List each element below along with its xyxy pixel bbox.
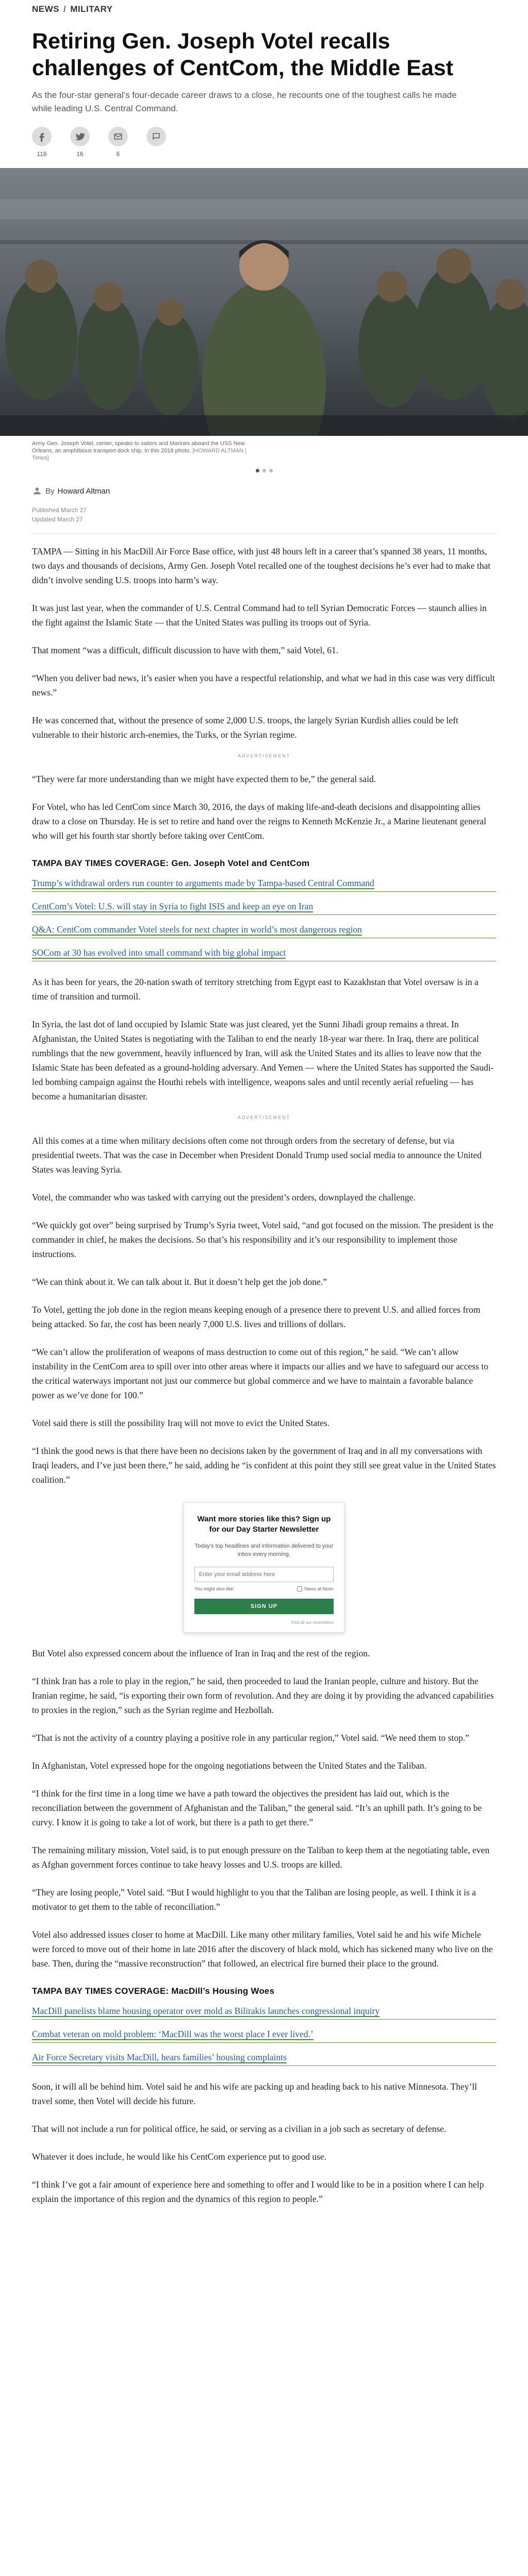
- facebook-icon: [32, 127, 52, 146]
- byline: [32, 486, 496, 496]
- photo-credit: [HOWARD ALTMAN | Times]: [32, 448, 247, 461]
- related-link[interactable]: [32, 945, 496, 961]
- paragraph: In Syria, the last dot of land occupied by Islamic State was just cleared, yet the Sunni Jihadi group remains a threat. In Afghanistan, the United States is negotiating with the Taliban to end the nearly 18-year war there. In Iraq, there are political rumblings that the new government, heavily influenced by Iran, will ask the United States and its allies to leave now that the Islamic State has been defeated as a ground-holding adversary. And Yemen — where the United States has supported the Saudi-led bombing campaign against the Houthi rebels with intelligence, weapons sales and until recently aerial refueling — has become a humanitarian disaster.: [32, 1019, 494, 1101]
- gallery-dot-1[interactable]: [256, 469, 259, 472]
- paragraph: All this comes at a time when military decisions often come not through orders from the secretary of defense, but via presidential tweets. That was the case in December when President Donald Trump used social media to announce the United States was leaving Syria.: [32, 1136, 482, 1175]
- article-column-lower: [32, 440, 496, 2206]
- paragraph: “I think Iran has a role to play in the region,” he said, then proceeded to laud the Iranian people, culture and history. But the Iranian regime, he said, “is exporting their own form of revolution. And they are doing it by providing the advanced capabilities to proxies in the region,” such as the Syrian regime and Hezbollah.: [32, 1676, 494, 1715]
- paragraph: “That is not the activity of a country playing a positive role in any particular region,” Votel said. “We need them to stop.”: [32, 1733, 469, 1743]
- paragraph: That will not include a run for political office, he said, or serving as a civilian in a job such as secretary of defense.: [32, 2124, 447, 2134]
- updated-date: Updated March 27: [32, 516, 83, 523]
- twitter-count: 16: [76, 150, 84, 158]
- news-at-noon-label: News at Noon: [304, 1586, 334, 1591]
- breadcrumb-separator: /: [63, 4, 67, 14]
- paragraph: For Votel, who has led CentCom since March 30, 2016, the days of making life-and-death decisions and disappointing allies draw to a close on Thursday. He is set to retire and hand over the reigns to Kenneth McKenzie Jr., a Marine lieutenant general who will get his fourth star shortly before taking over CentCom.: [32, 802, 487, 841]
- paragraph: In Afghanistan, Votel expressed hope for the ongoing negotiations between the United States and the Taliban.: [32, 1760, 427, 1771]
- breadcrumb: [32, 0, 496, 14]
- related-link[interactable]: [32, 922, 496, 938]
- coverage-heading: TAMPA BAY TIMES COVERAGE: MacDill’s Housing Woes: [32, 1986, 275, 1996]
- comment-icon: [146, 127, 166, 146]
- related-link-text: Trump’s withdrawal orders run counter to arguments made by Tampa-based Central Command: [32, 878, 374, 888]
- share-email-button[interactable]: [108, 127, 128, 158]
- dates: [32, 505, 496, 524]
- byline-author[interactable]: Howard Altman: [57, 486, 110, 496]
- gallery-dot-2[interactable]: [262, 469, 266, 472]
- email-icon: [108, 127, 128, 146]
- paragraph: As it has been for years, the 20-nation swath of territory stretching from Egypt east to Kazakhstan that Votel oversaw is in a time of transition and turmoil.: [32, 977, 478, 1002]
- all-newsletters-link[interactable]: Find all our newsletters: [291, 1620, 334, 1625]
- paragraph: Votel, the commander who was tasked with carrying out the president’s orders, downplayed the challenge.: [32, 1192, 416, 1202]
- paragraph: “We can’t allow the proliferation of weapons of mass destruction to come out of this region,” he said. “We can’t allow instability in the CentCom area to spill over into other areas where it impacts our allies and we have to safeguard our access to the critical waterways important not just our commerce but global commerce and we have to maintain a favorable balance power as we’ve done for 100.”: [32, 1347, 488, 1400]
- paragraph: That moment “was a difficult, difficult discussion to have with them,” said Votel, 61.: [32, 645, 339, 655]
- article-column: [32, 0, 496, 158]
- paragraph: “I think the good news is that there have been no decisions taken by the government of Iraq and in all my conversations with Iraqi leaders, and I’ve just been there,” he said, adding he “is confident at this point they still see great value in the United States coalition.”: [32, 1446, 496, 1485]
- gallery-dot-3[interactable]: [269, 469, 273, 472]
- related-link[interactable]: [32, 876, 496, 892]
- email-input[interactable]: [194, 1567, 334, 1582]
- email-count: 6: [116, 150, 120, 158]
- ad-label: ADVERTISEMENT: [237, 1115, 291, 1120]
- paragraph: The remaining military mission, Votel said, is to put enough pressure on the Taliban to keep them at the negotiating table, even as Afghan government forces continue to take heavy losses and U.S. troops are killed.: [32, 1845, 490, 1870]
- signup-option-label: You might also like:: [194, 1586, 235, 1591]
- paragraph: Soon, it will all be behind him. Votel said he and his wife are packing up and heading back to his native Minnesota. They’ll travel some, then Votel will decide his future.: [32, 2081, 477, 2106]
- dek: As the four-star general’s four-decade career draws to a close, he recounts one of the toughest calls he made while leading U.S. Central Command.: [32, 90, 457, 113]
- paragraph: “We can think about it. We can talk about it. But it doesn’t help get the job done.”: [32, 1277, 327, 1287]
- share-twitter-button[interactable]: [70, 127, 90, 158]
- news-at-noon-option[interactable]: [297, 1586, 334, 1591]
- paragraph: “I think for the first time in a long time we have a path toward the objectives the president has laid out, which is the reconciliation between the government of Afghanistan and the Taliban,” the general said. “It’s an uphill path. It’s going to be curvy. I know it is going to take a lot of work, but there is a path to get there.”: [32, 1788, 482, 1827]
- published-date: Published March 27: [32, 506, 87, 514]
- byline-by: By: [45, 486, 55, 496]
- related-link[interactable]: [32, 899, 496, 915]
- twitter-icon: [70, 127, 90, 146]
- related-link-text: Combat veteran on mold problem: ‘MacDill was the worst place I ever lived.’: [32, 2029, 314, 2039]
- divider: [32, 533, 496, 534]
- hero-photo[interactable]: [0, 168, 528, 436]
- related-link-text: Air Force Secretary visits MacDill, hears families’ housing complaints: [32, 2052, 287, 2062]
- share-comment-button[interactable]: [146, 127, 166, 150]
- news-at-noon-checkbox[interactable]: [297, 1586, 302, 1591]
- related-link-text: MacDill panelists blame housing operator over mold as Bilirakis launches congressional inquiry: [32, 2006, 380, 2016]
- paragraph: Whatever it does include, he would like his CentCom experience put to good use.: [32, 2151, 327, 2162]
- author-icon: [32, 486, 42, 496]
- article-body: [32, 544, 496, 2206]
- photo-caption-text: Army Gen. Joseph Votel, center, speaks to sailors and Marines aboard the USS New Orleans, an amphibious transport dock ship, in this 2018 photo.: [32, 440, 245, 454]
- paragraph: He was concerned that, without the presence of some 2,000 U.S. troops, the largely Syrian Kurdish allies could be left vulnerable to their historic arch-enemies, the Turks, or the Syrian regime.: [32, 715, 458, 740]
- hero-photo-illustration: [0, 168, 528, 436]
- paragraph: It was just last year, when the commander of U.S. Central Command had to tell Syrian Democratic Forces — staunch allies in the fight against the Islamic State — that the United States was pulling its troops out of Syria.: [32, 603, 487, 628]
- facebook-count: 118: [37, 150, 47, 158]
- breadcrumb-news[interactable]: NEWS: [32, 4, 59, 14]
- coverage-heading: TAMPA BAY TIMES COVERAGE: Gen. Joseph Votel and CentCom: [32, 858, 310, 868]
- related-link-text: CentCom’s Votel: U.S. will stay in Syria to fight ISIS and keep an eye on Iran: [32, 901, 314, 911]
- paragraph: Votel said there is still the possibility Iraq will not move to evict the United States.: [32, 1418, 330, 1428]
- headline: Retiring Gen. Joseph Votel recalls challenges of CentCom, the Middle East: [32, 29, 454, 80]
- paragraph: “When you deliver bad news, it’s easier when you have a respectful relationship, and what we had in this case was very difficult news.”: [32, 673, 495, 698]
- paragraph: “They were far more understanding than we might have expected them to be,” the general said.: [32, 774, 376, 784]
- paragraph: “I think I’ve got a fair amount of experience here and something to offer and I would like to be in a position where I can help explain the importance of this region and the dynamics of this region to people.”: [32, 2179, 484, 2204]
- share-facebook-button[interactable]: [32, 127, 52, 158]
- related-link[interactable]: [32, 2004, 496, 2020]
- paragraph: “We quickly got over” being surprised by Trump’s Syria tweet, Votel said, “and got focused on the mission. The president is the commander in chief, he makes the decisions. So that’s his responsibility and it’s our responsibility to implement those instructions.: [32, 1220, 493, 1259]
- signup-description: Today’s top headlines and information delivered to your inbox every morning.: [194, 1543, 334, 1557]
- photo-caption: [32, 440, 259, 462]
- paragraph: To Votel, getting the job done in the region means keeping enough of a presence there to prevent U.S. and allied forces from being attacked. So far, the cost has been nearly 7,000 U.S. lives and trillions of dollars.: [32, 1304, 481, 1329]
- share-bar: [32, 127, 496, 158]
- related-link-text: SOCom at 30 has evolved into small command with big global impact: [32, 947, 286, 958]
- paragraph: “They are losing people,” Votel said. “But I would highlight to you that the Taliban are losing people, as well. I think it is a motivator to get them to the table of reconciliation.”: [32, 1887, 476, 1912]
- ad-label: ADVERTISEMENT: [237, 753, 291, 758]
- signup-button[interactable]: SIGN UP: [194, 1599, 334, 1614]
- signup-title: Want more stories like this? Sign up for our Day Starter Newsletter: [197, 1515, 331, 1534]
- newsletter-signup: [184, 1502, 344, 1633]
- related-link[interactable]: [32, 2027, 496, 2043]
- paragraph: TAMPA — Sitting in his MacDill Air Force Base office, with just 48 hours left in a career that’s spanned 38 years, 11 months, two days and thousands of decisions, Army Gen. Joseph Votel recalled one of the toughest decisions he’s ever had to make that didn’t involve sending U.S. troops into harm’s way.: [32, 546, 491, 585]
- paragraph: Votel also addressed issues closer to home at MacDill. Like many other military families, Votel said he and his wife Michele were forced to move out of their home in late 2016 after the discovery of black mold, which has sickened many who live on the base. Then, during the “massive reconstruction” that followed, an electrical fire burned their place to the ground.: [32, 1929, 493, 1969]
- breadcrumb-military[interactable]: MILITARY: [70, 4, 113, 14]
- signup-options: [194, 1586, 334, 1591]
- paragraph: But Votel also expressed concern about the influence of Iran in Iraq and the rest of the region.: [32, 1648, 370, 1658]
- related-link[interactable]: [32, 2050, 496, 2066]
- related-link-text: Q&A: CentCom commander Votel steels for next chapter in world’s most dangerous region: [32, 924, 362, 935]
- gallery-dots: [32, 469, 496, 472]
